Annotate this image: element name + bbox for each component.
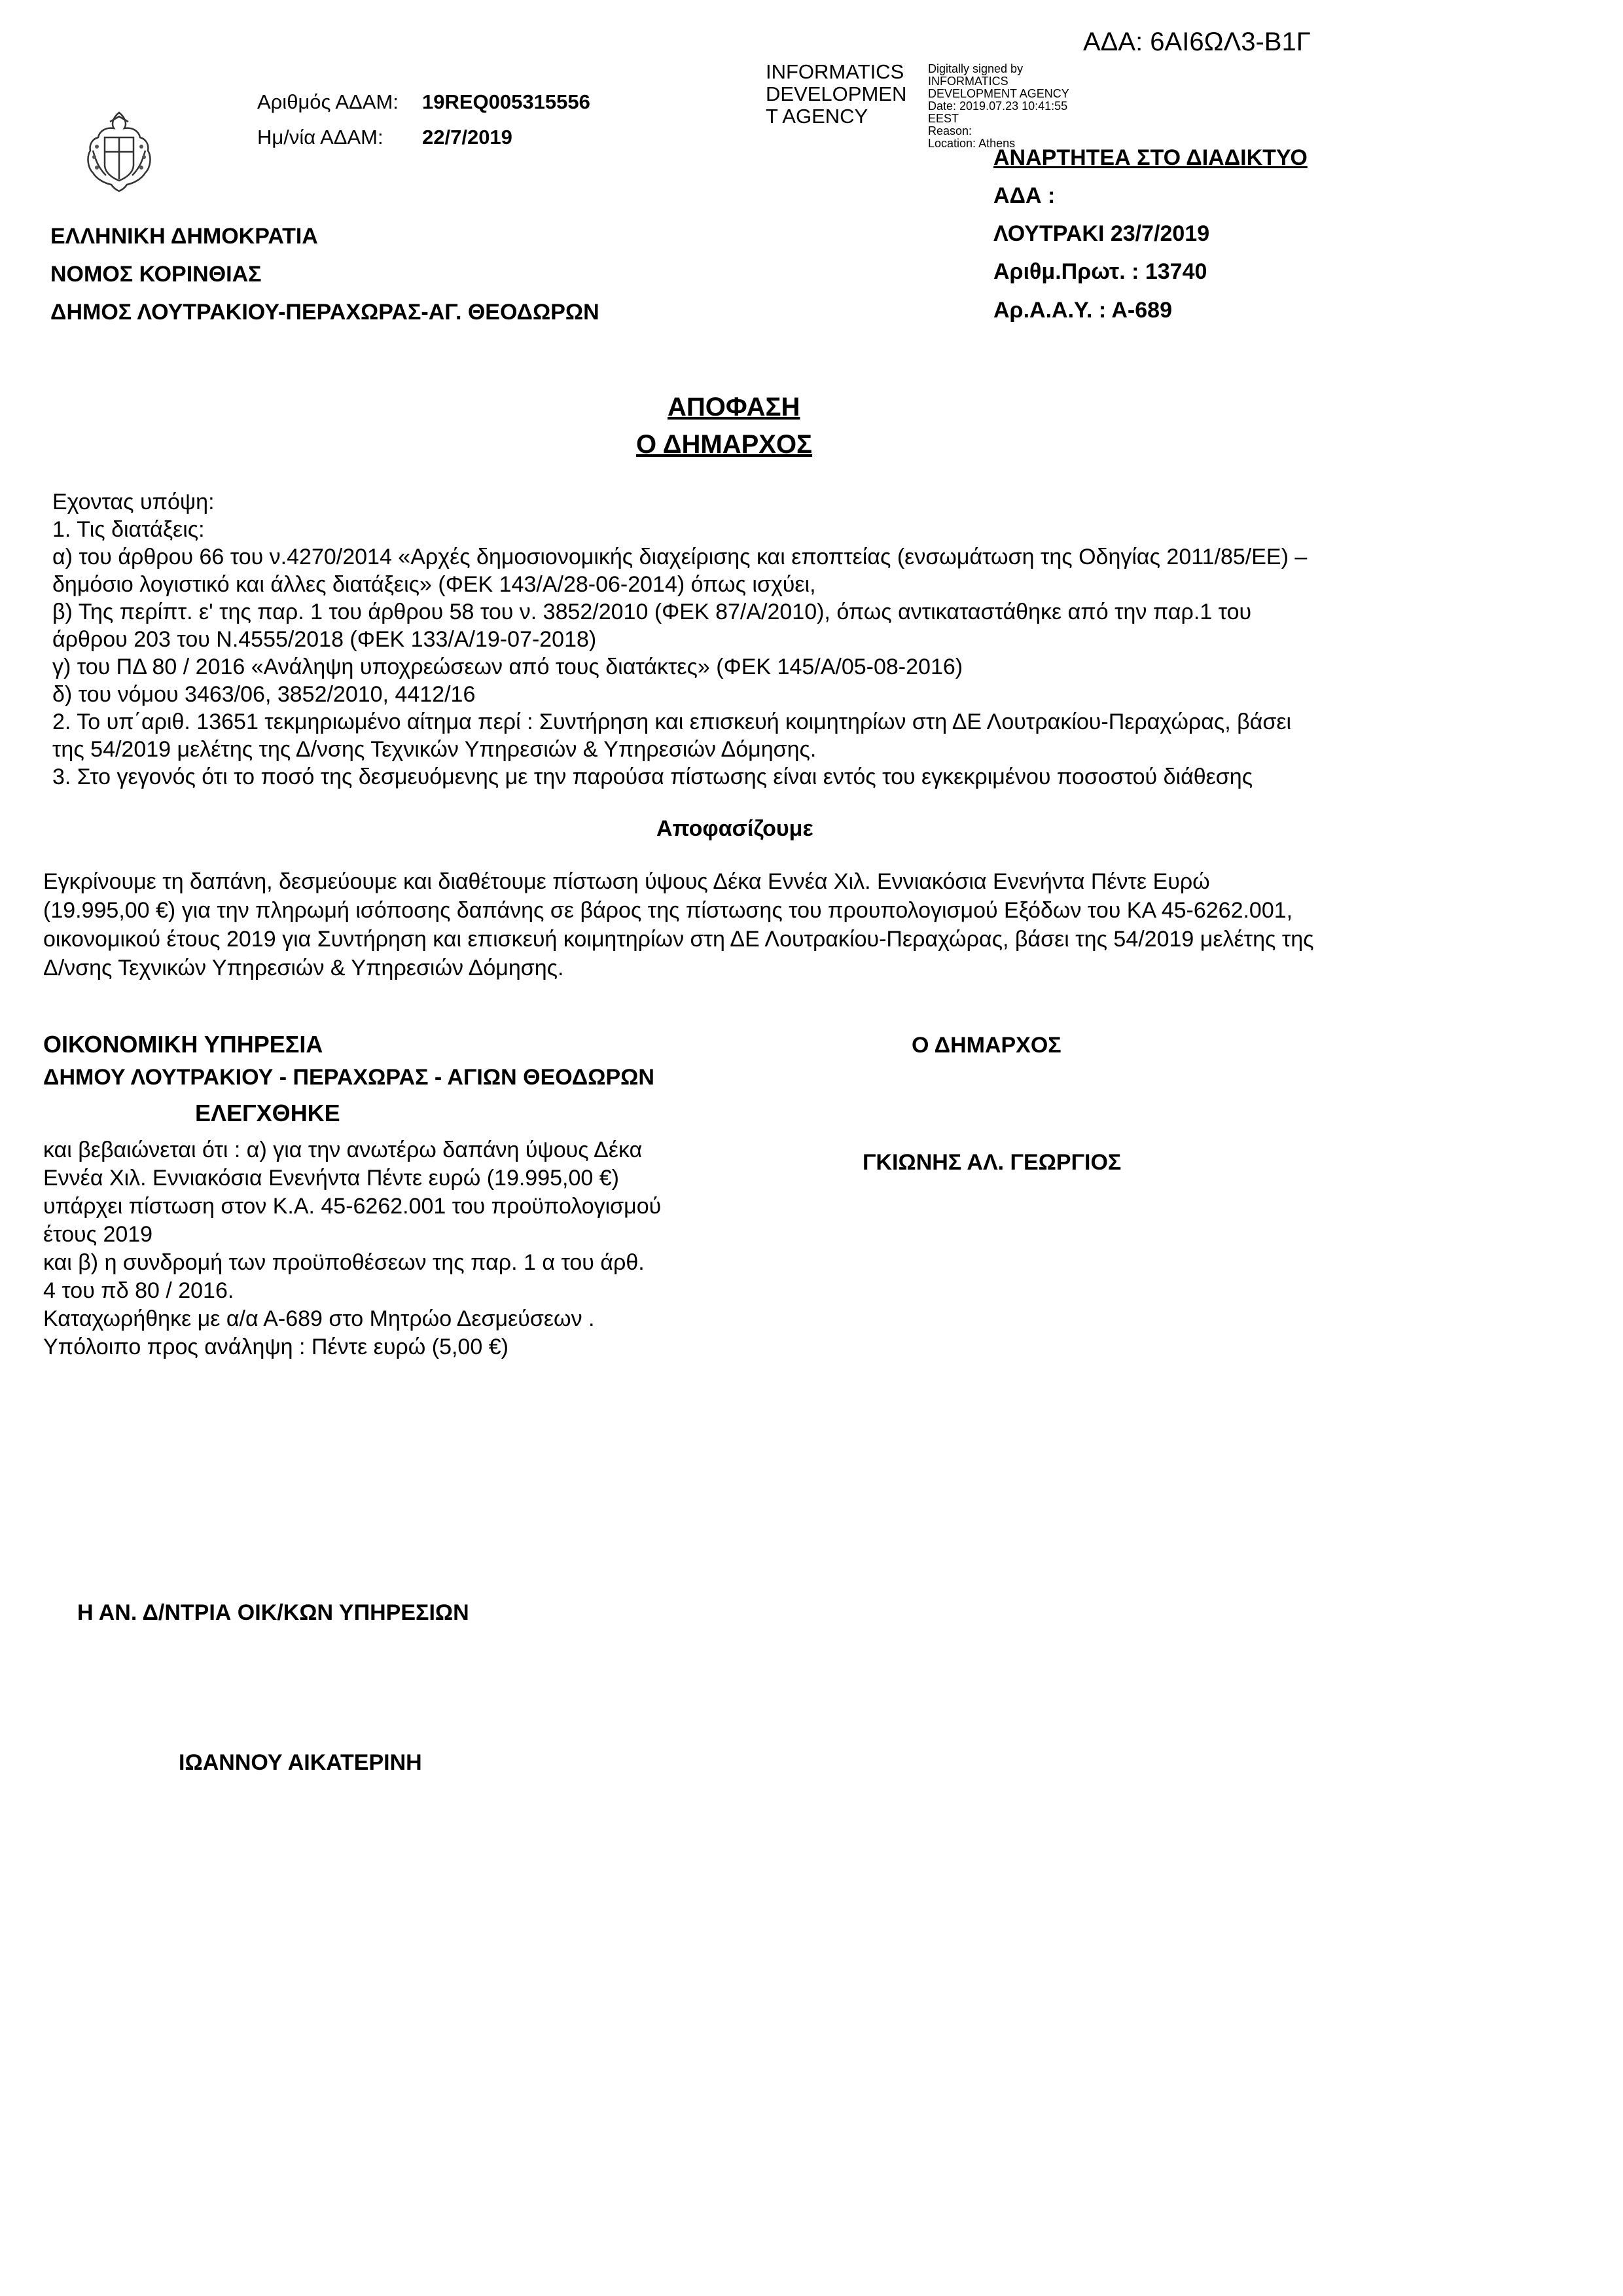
consideration-line: δ) του νόμου 3463/06, 3852/2010, 4412/16: [52, 682, 476, 707]
decision-line: οικονομικού έτους 2019 για Συντήρηση και επισκευή κοιμητηρίων στη ΔΕ Λουτρακίου-Περαχώρας, βάσει της 54/2019 μελέτης της: [43, 927, 1314, 952]
posting-notice: ΑΝΑΡΤΗΤΕΑ ΣΤΟ ΔΙΑΔΙΚΤΥΟ: [993, 145, 1308, 170]
finance-checked: ΕΛΕΓΧΘΗΚΕ: [195, 1100, 340, 1126]
finance-line: Υπόλοιπο προς ανάληψη : Πέντε ευρώ (5,00 €): [43, 1335, 508, 1359]
finance-line: 4 του πδ 80 / 2016.: [43, 1278, 234, 1303]
signature-line: Date: 2019.07.23 10:41:55: [928, 99, 1068, 113]
consideration-line: α) του άρθρου 66 του ν.4270/2014 «Αρχές δημοσιονομικής διαχείρισης και εποπτείας (ενσωμάτωση της Οδηγίας 2011/85/ΕΕ) –: [52, 545, 1308, 569]
finance-title: ΟΙΚΟΝΟΜΙΚΗ ΥΠΗΡΕΣΙΑ: [43, 1031, 323, 1058]
signature-line: INFORMATICS: [928, 75, 1008, 88]
finance-subtitle: ΔΗΜΟΥ ΛΟΥΤΡΑΚΙΟΥ - ΠΕΡΑΧΩΡΑΣ - ΑΓΙΩΝ ΘΕΟΔΩΡΩΝ: [43, 1065, 654, 1090]
finance-line: Εννέα Χιλ. Εννιακόσια Ενενήντα Πέντε ευρώ (19.995,00 €): [43, 1166, 619, 1191]
signer-line: DEVELOPMEN: [766, 82, 907, 105]
signature-line: EEST: [928, 112, 959, 125]
aay-number: Αρ.Α.Α.Υ. : Α-689: [993, 298, 1172, 323]
decide-heading: Αποφασίζουμε: [656, 816, 813, 841]
finance-line: υπάρχει πίστωση στον Κ.Α. 45-6262.001 του προϋπολογισμού: [43, 1194, 662, 1219]
decision-line: Δ/νσης Τεχνικών Υπηρεσιών & Υπηρεσιών Δόμησης.: [43, 956, 564, 980]
place-date: ΛΟΥΤΡΑΚΙ 23/7/2019: [993, 221, 1210, 246]
consideration-line: 1. Τις διατάξεις:: [52, 517, 205, 542]
consideration-line: γ) του ΠΔ 80 / 2016 «Ανάληψη υποχρεώσεων από τους διατάκτες» (ΦΕΚ 145/Α/05-08-2016): [52, 655, 963, 679]
ada-top: ΑΔΑ: 6ΑΙ6ΩΛ3-Β1Γ: [1083, 27, 1311, 56]
signature-line: DEVELOPMENT AGENCY: [928, 87, 1069, 100]
consideration-line: 3. Στο γεγονός ότι το ποσό της δεσμευόμενης με την παρούσα πίστωσης είναι εντός του εγκεκριμένου ποσοστού διάθεσης: [52, 764, 1253, 789]
authority-line-2: ΝΟΜΟΣ ΚΟΡΙΝΘΙΑΣ: [50, 262, 262, 287]
signer-line: T AGENCY: [766, 105, 868, 128]
consideration-line: της 54/2019 μελέτης της Δ/νσης Τεχνικών Υπηρεσιών & Υπηρεσιών Δόμησης.: [52, 737, 817, 762]
authority-line-3: ΔΗΜΟΣ ΛΟΥΤΡΑΚΙΟΥ-ΠΕΡΑΧΩΡΑΣ-ΑΓ. ΘΕΟΔΩΡΩΝ: [50, 300, 599, 325]
signer-name: [766, 61, 906, 128]
signature-line: Reason:: [928, 124, 972, 137]
protocol-number: Αριθμ.Πρωτ. : 13740: [993, 259, 1207, 284]
mayor-name: ΓΚΙΩΝΗΣ ΑΛ. ΓΕΩΡΓΙΟΣ: [863, 1150, 1122, 1175]
finance-line: Καταχωρήθηκε με α/α Α-689 στο Μητρώο Δεσμεύσεων .: [43, 1306, 595, 1331]
director-title: Η ΑΝ. Δ/ΝΤΡΙΑ ΟΙΚ/ΚΩΝ ΥΠΗΡΕΣΙΩΝ: [77, 1600, 469, 1625]
finance-line: και βεβαιώνεται ότι : α) για την ανωτέρω δαπάνη ύψους Δέκα: [43, 1138, 643, 1162]
mayor-title: Ο ΔΗΜΑΡΧΟΣ: [912, 1033, 1061, 1058]
decision-subtitle: Ο ΔΗΜΑΡΧΟΣ: [636, 430, 813, 459]
consideration-line: άρθρου 203 του Ν.4555/2018 (ΦΕΚ 133/Α/19-07-2018): [52, 627, 597, 652]
finance-line: και β) η συνδρομή των προϋποθέσεων της παρ. 1 α του άρθ.: [43, 1250, 645, 1275]
signature-line: Location: Athens: [928, 137, 1016, 150]
consideration-line: β) Της περίπτ. ε' της παρ. 1 του άρθρου 58 του ν. 3852/2010 (ΦΕΚ 87/Α/2010), όπως αντικαταστάθηκε από την παρ.1 του: [52, 600, 1252, 624]
consideration-line: Εχοντας υπόψη:: [52, 490, 215, 514]
signer-line: INFORMATICS: [766, 60, 904, 83]
adam-date-label: Ημ/νία ΑΔΑΜ:: [257, 126, 383, 149]
decision-title: ΑΠΟΦΑΣΗ: [668, 393, 800, 422]
consideration-line: δημόσιο λογιστικό και άλλες διατάξεις» (ΦΕΚ 143/Α/28-06-2014) όπως ισχύει,: [52, 572, 816, 597]
adam-date-value: 22/7/2019: [422, 126, 512, 149]
adam-number-value: 19REQ005315556: [422, 90, 590, 113]
finance-line: έτους 2019: [43, 1222, 153, 1247]
signature-details: [928, 63, 1069, 150]
decision-line: Εγκρίνουμε τη δαπάνη, δεσμεύουμε και διαθέτουμε πίστωση ύψους Δέκα Εννέα Χιλ. Εννιακόσια Ενενήντα Πέντε Ευρώ: [43, 869, 1210, 894]
director-name: ΙΩΑΝΝΟΥ ΑΙΚΑΤΕΡΙΝΗ: [179, 1750, 422, 1775]
adam-number-label: Αριθμός ΑΔΑΜ:: [257, 90, 399, 113]
decision-line: (19.995,00 €) για την πληρωμή ισόποσης δαπάνης σε βάρος της πίστωσης του προυπολογισμού Εξόδων του ΚΑ 45-6262.001,: [43, 898, 1293, 923]
consideration-line: 2. Το υπ΄αριθ. 13651 τεκμηριωμένο αίτημα περί : Συντήρηση και επισκευή κοιμητηρίων στη ΔΕ Λουτρακίου-Περαχώρας, βάσει: [52, 709, 1292, 734]
ada-label: ΑΔΑ :: [993, 183, 1056, 208]
authority-line-1: ΕΛΛΗΝΙΚΗ ΔΗΜΟΚΡΑΤΙΑ: [50, 224, 318, 249]
greek-coat-of-arms-icon: [73, 105, 165, 196]
signature-line: Digitally signed by: [928, 62, 1024, 75]
